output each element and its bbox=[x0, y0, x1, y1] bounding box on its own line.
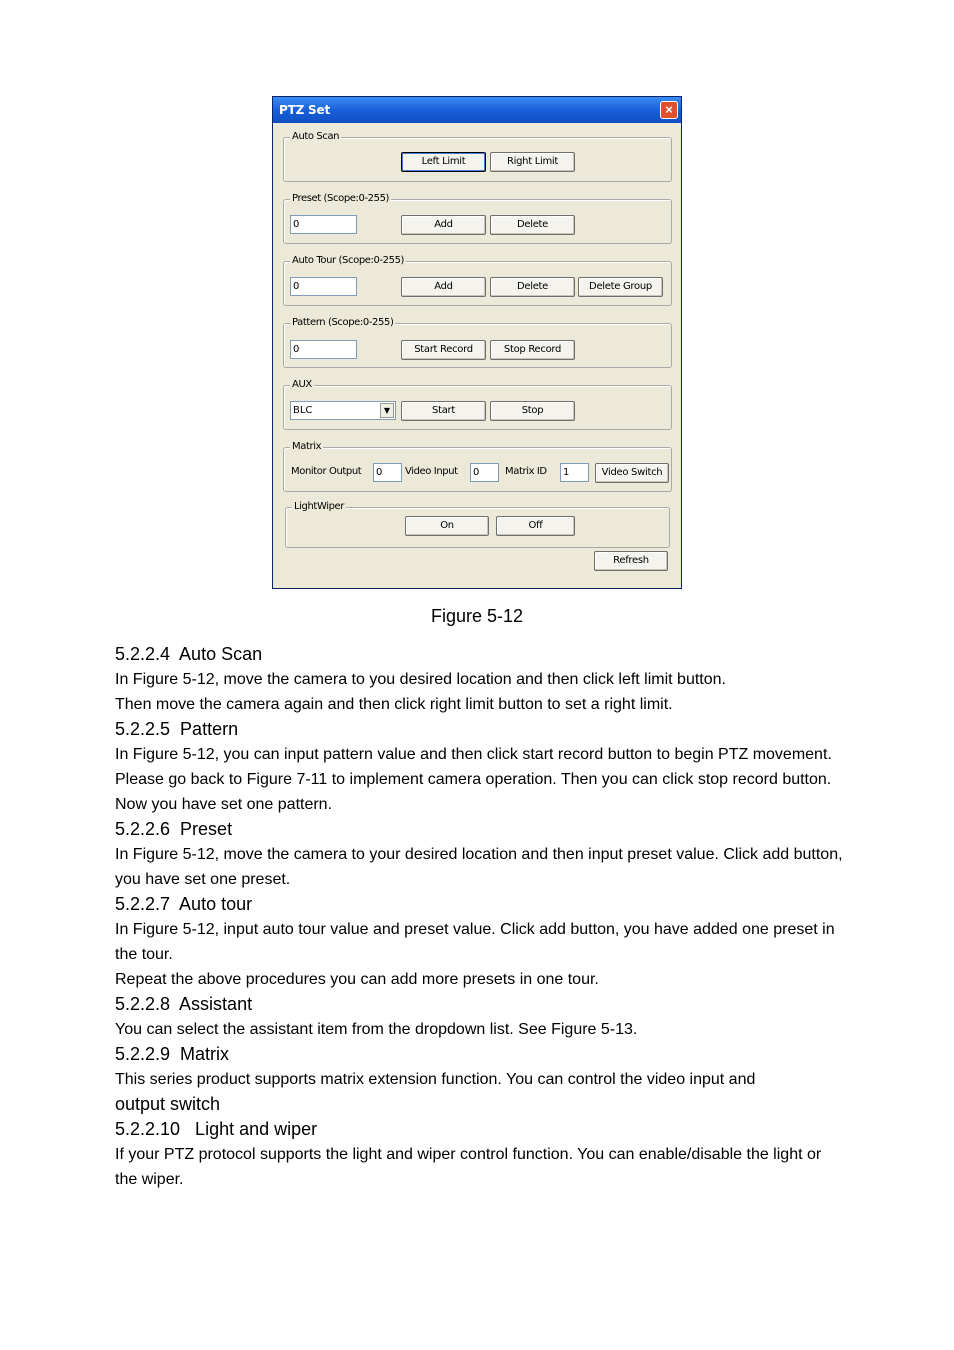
monitor-output-input[interactable]: 0 bbox=[373, 463, 402, 482]
video-input-input[interactable]: 0 bbox=[470, 463, 499, 482]
matrix-id-input[interactable]: 1 bbox=[560, 463, 589, 482]
chevron-down-icon[interactable]: ▼ bbox=[380, 403, 394, 418]
section-heading: 5.2.2.4 Auto Scan bbox=[115, 644, 263, 664]
aux-legend: AUX bbox=[292, 379, 312, 390]
dialog-titlebar[interactable] bbox=[273, 97, 681, 123]
monitor-output-label: Monitor Output bbox=[291, 466, 362, 477]
aux-selected-value: BLC bbox=[293, 405, 313, 416]
section-paragraph-continuation: output switch bbox=[115, 1094, 221, 1114]
section-heading: 5.2.2.8 Assistant bbox=[115, 994, 253, 1014]
preset-input[interactable]: 0 bbox=[290, 215, 357, 234]
right-limit-button[interactable]: Right Limit bbox=[490, 152, 575, 172]
matrix-id-label: Matrix ID bbox=[505, 466, 547, 477]
auto-tour-group bbox=[283, 255, 672, 306]
refresh-button[interactable]: Refresh bbox=[594, 551, 668, 571]
auto-tour-add-button[interactable]: Add bbox=[401, 277, 486, 297]
video-switch-button[interactable]: Video Switch bbox=[595, 463, 669, 483]
section-paragraph: In Figure 5-12, move the camera to you desired location and then click left limit button. bbox=[115, 671, 726, 688]
section-paragraph: In Figure 5-12, you can input pattern value and then click start record button to begin PTZ movement. Please go back to Figure 7-11 to implement camera operation. Then you can click stop record button. Now you have set one pattern. bbox=[115, 746, 832, 813]
section-paragraph: In Figure 5-12, input auto tour value and preset value. Click add button, you have added one preset in the tour. bbox=[115, 921, 835, 963]
aux-stop-button[interactable]: Stop bbox=[490, 401, 575, 421]
video-input-label: Video Input bbox=[405, 466, 458, 477]
section-heading: 5.2.2.9 Matrix bbox=[115, 1044, 230, 1064]
section-heading: 5.2.2.5 Pattern bbox=[115, 719, 239, 739]
preset-delete-button[interactable]: Delete bbox=[490, 215, 575, 235]
section-heading: 5.2.2.6 Preset bbox=[115, 819, 233, 839]
ptz-set-dialog bbox=[272, 96, 682, 589]
pattern-group bbox=[283, 317, 672, 368]
start-record-button[interactable]: Start Record bbox=[401, 340, 486, 360]
light-wiper-off-button[interactable]: Off bbox=[496, 516, 575, 536]
aux-start-button[interactable]: Start bbox=[401, 401, 486, 421]
dialog-title: PTZ Set bbox=[279, 103, 330, 117]
light-wiper-on-button[interactable]: On bbox=[405, 516, 489, 536]
section-paragraph: Then move the camera again and then click right limit button to set a right limit. bbox=[115, 696, 673, 713]
auto-scan-legend: Auto Scan bbox=[292, 131, 340, 142]
matrix-legend: Matrix bbox=[292, 441, 322, 452]
matrix-group bbox=[283, 441, 672, 492]
section-heading: 5.2.2.7 Auto tour bbox=[115, 894, 253, 914]
preset-add-button[interactable]: Add bbox=[401, 215, 486, 235]
section-paragraph: This series product supports matrix extension function. You can control the video input and bbox=[115, 1071, 756, 1088]
stop-record-button[interactable]: Stop Record bbox=[490, 340, 575, 360]
close-icon[interactable]: × bbox=[660, 101, 678, 119]
section-paragraph: Repeat the above procedures you can add more presets in one tour. bbox=[115, 971, 599, 988]
delete-group-button[interactable]: Delete Group bbox=[578, 277, 663, 297]
auto-tour-delete-button[interactable]: Delete bbox=[490, 277, 575, 297]
section-paragraph: In Figure 5-12, move the camera to your desired location and then input preset value. Click add button, you have set one preset. bbox=[115, 846, 843, 888]
pattern-legend: Pattern (Scope:0-255) bbox=[292, 317, 394, 328]
auto-scan-group bbox=[283, 131, 672, 182]
auto-tour-input[interactable]: 0 bbox=[290, 277, 357, 296]
aux-select[interactable] bbox=[290, 401, 396, 420]
aux-group bbox=[283, 379, 672, 430]
pattern-input[interactable]: 0 bbox=[290, 340, 357, 359]
left-limit-button[interactable]: Left Limit bbox=[401, 152, 486, 172]
section-paragraph: If your PTZ protocol supports the light and wiper control function. You can enable/disable the light or the wiper. bbox=[115, 1146, 822, 1188]
figure-caption: Figure 5-12 bbox=[430, 606, 524, 626]
light-wiper-group bbox=[285, 501, 670, 548]
document-body bbox=[115, 642, 845, 1192]
light-wiper-legend: LightWiper bbox=[294, 501, 345, 512]
section-heading: 5.2.2.10 Light and wiper bbox=[115, 1119, 318, 1139]
preset-group bbox=[283, 193, 672, 244]
section-paragraph: You can select the assistant item from the dropdown list. See Figure 5-13. bbox=[115, 1021, 638, 1038]
preset-legend: Preset (Scope:0-255) bbox=[292, 193, 390, 204]
auto-tour-legend: Auto Tour (Scope:0-255) bbox=[292, 255, 405, 266]
